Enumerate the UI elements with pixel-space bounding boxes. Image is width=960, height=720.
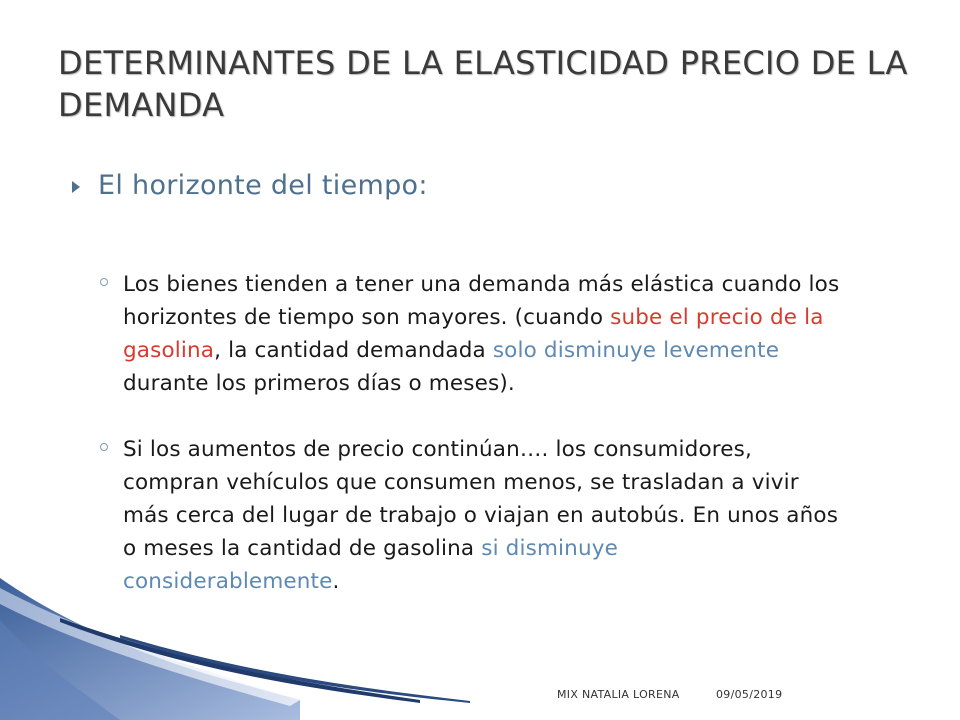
sub2-highlight-blue: si disminuye considerablemente xyxy=(123,536,618,594)
sub2-text-a: Si los aumentos de precio continúan…. los consumidores, compran vehículos que consumen menos, se trasladan a vivir más cerca del lugar de trabajo o viajan en autobús. En unos años o meses la cantidad de gasolina xyxy=(123,437,839,561)
slide-title: DETERMINANTES DE LA ELASTICIDAD PRECIO DE LA DEMANDA xyxy=(58,44,908,124)
sub1-text-a: Los bienes tienden a tener una demanda más elástica cuando los horizontes de tiempo son mayores. (cuando xyxy=(123,272,840,330)
triangle-bullet-icon xyxy=(72,181,80,193)
footer-author: MIX NATALIA LORENA xyxy=(557,688,680,701)
main-bullet-text: El horizonte del tiempo: xyxy=(98,170,428,201)
sub1-highlight-blue: solo disminuye levemente xyxy=(492,338,780,363)
sub-bullet-1-text xyxy=(123,268,840,400)
sub1-text-c: durante los primeros días o meses). xyxy=(123,371,515,396)
circle-bullet-icon xyxy=(100,443,108,451)
circle-bullet-icon xyxy=(100,278,108,286)
decorative-swoosh xyxy=(0,560,960,720)
sub1-text-b: , la cantidad demandada xyxy=(214,338,493,363)
sub1-highlight-red: sube el precio de la gasolina xyxy=(123,305,824,363)
main-bullet xyxy=(72,170,872,201)
footer-date: 09/05/2019 xyxy=(716,688,783,701)
sub2-text-b: . xyxy=(332,569,340,594)
sub-bullet-1 xyxy=(100,268,840,400)
